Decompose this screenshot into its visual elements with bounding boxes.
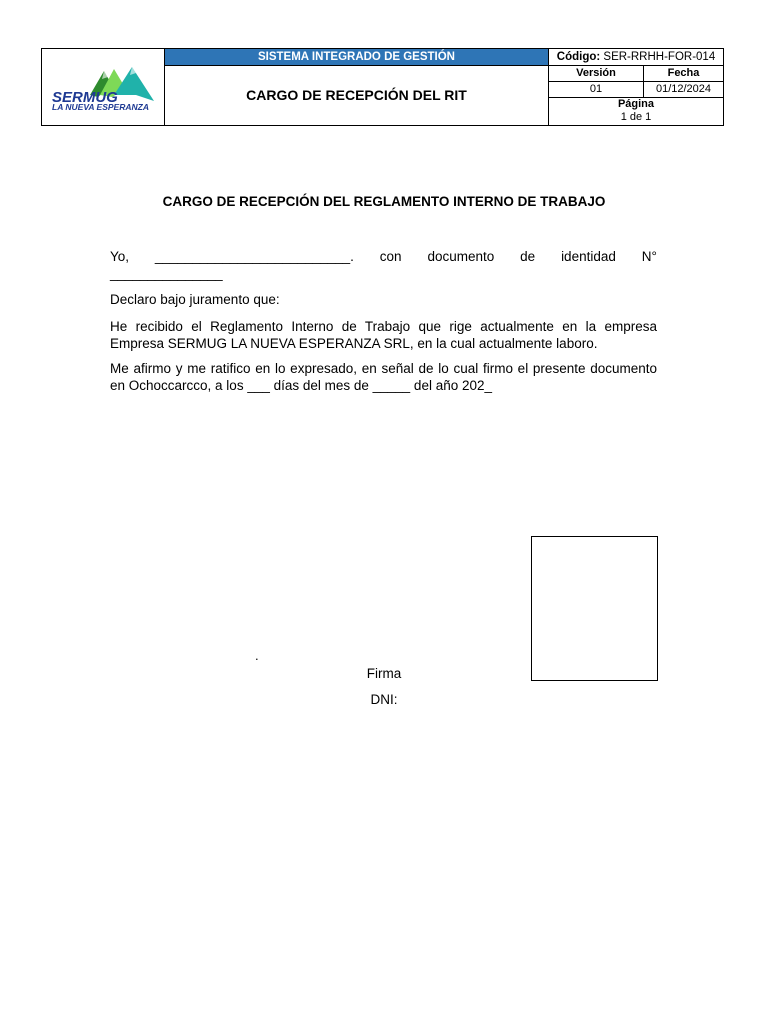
identity-word: N°	[641, 249, 657, 264]
name-blank: __________________________.	[154, 249, 354, 264]
fingerprint-box	[531, 536, 658, 681]
header-table	[41, 48, 724, 126]
logo-cell	[42, 49, 165, 125]
identity-line-1	[110, 248, 657, 265]
version-label: Versión	[549, 66, 644, 82]
ratification-paragraph: Me afirmo y me ratifico en lo expresado, en señal de lo cual firmo el presente documento en Ochoccarcco, a los ___ días del mes de _____ del año 202_	[110, 361, 657, 393]
dni-label: DNI:	[370, 692, 398, 707]
code-label: Código:	[556, 51, 601, 63]
identity-word: documento	[427, 249, 495, 264]
form-title: CARGO DE RECEPCIÓN DEL RIT	[165, 66, 549, 125]
identity-word: de	[520, 249, 536, 264]
identity-word: Yo,	[110, 249, 130, 264]
page-cell	[549, 98, 723, 125]
page-label: Página	[617, 98, 655, 110]
code-value: SER-RRHH-FOR-014	[603, 51, 716, 63]
code-cell	[549, 49, 723, 66]
document-title: CARGO DE RECEPCIÓN DEL REGLAMENTO INTERNO DE TRABAJO	[162, 194, 606, 209]
identity-word: identidad	[561, 249, 616, 264]
signature-dot: .	[255, 648, 259, 663]
logo-subtitle-text: LA NUEVA ESPERANZA	[52, 102, 149, 112]
identity-word: con	[379, 249, 402, 264]
date-value: 01/12/2024	[644, 82, 723, 98]
version-value: 01	[549, 82, 644, 98]
identity-paragraph	[110, 248, 657, 282]
logo-brand-text: SERMUG	[52, 89, 118, 106]
page-value: 1 de 1	[620, 111, 652, 123]
receipt-paragraph: He recibido el Reglamento Interno de Trabajo que rige actualmente en la empresa Empresa SERMUG LA NUEVA ESPERANZA SRL, en la cual actualmente laboro.	[110, 319, 657, 351]
date-label: Fecha	[644, 66, 723, 82]
company-logo	[50, 65, 156, 113]
signature-label: Firma	[366, 666, 402, 681]
system-title: SISTEMA INTEGRADO DE GESTIÓN	[165, 49, 549, 66]
declaration-paragraph: Declaro bajo juramento que:	[110, 292, 280, 307]
document-number-blank: _______________	[110, 266, 223, 281]
